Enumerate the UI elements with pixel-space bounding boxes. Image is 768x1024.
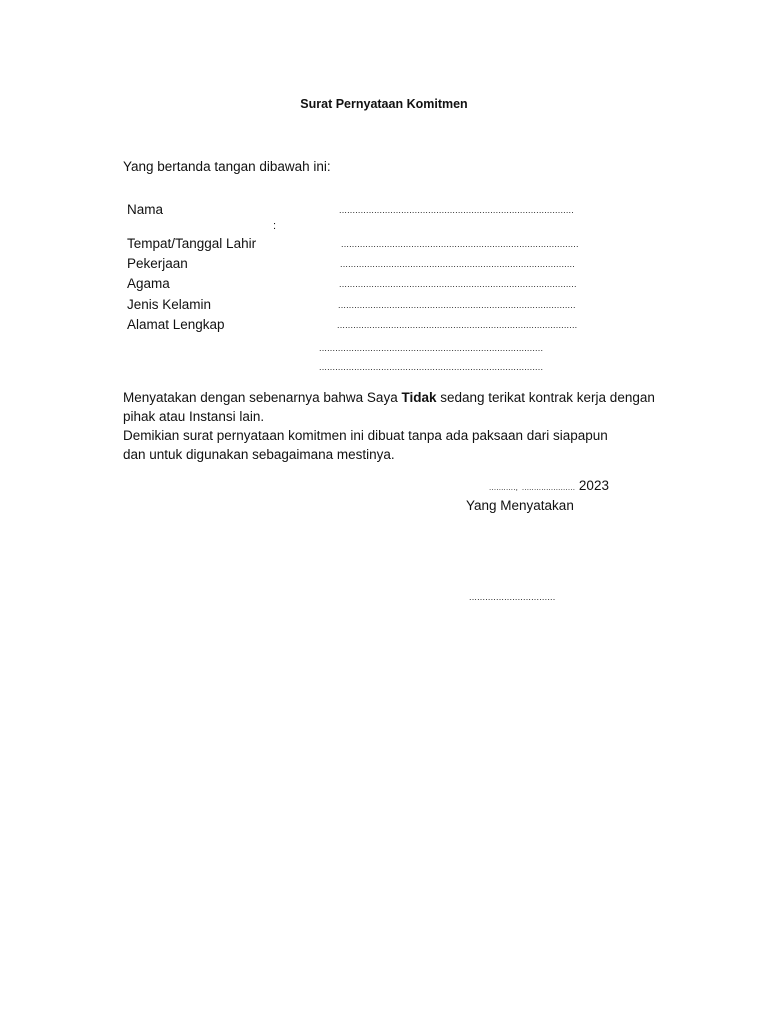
statement-text-pre: Menyatakan dengan sebenarnya bahwa Saya bbox=[123, 390, 402, 405]
field-dots-jenis-kelamin: ........................................................................................ bbox=[338, 300, 576, 310]
signature-dots: ................................ bbox=[469, 592, 556, 602]
field-label-alamat-lengkap: Alamat Lengkap bbox=[127, 317, 225, 332]
field-dots-nama: ....................................................................................... bbox=[339, 205, 574, 215]
field-label-jenis-kelamin: Jenis Kelamin bbox=[127, 297, 212, 312]
field-dots-tempat-tanggal-lahir: ........................................................................................ bbox=[341, 239, 579, 249]
date-place-dots: ..........., bbox=[489, 483, 519, 492]
address-extra-dots-1: ................................................................................... bbox=[319, 343, 544, 353]
field-label-tempat-tanggal-lahir: Tempat/Tanggal Lahir bbox=[127, 236, 257, 251]
date-year: 2023 bbox=[578, 478, 609, 493]
signer-label: Yang Menyatakan bbox=[466, 498, 574, 513]
field-colon: : bbox=[273, 220, 277, 232]
intro-text: Yang bertanda tangan dibawah ini: bbox=[123, 159, 331, 174]
document-title: Surat Pernyataan Komitmen bbox=[300, 97, 468, 111]
statement-text-post: sedang terikat kontrak kerja dengan pihak atau Instansi lain. bbox=[123, 390, 655, 424]
statement-line-3: dan untuk digunakan sebagaimana mestinya. bbox=[123, 447, 395, 462]
field-dots-alamat-lengkap: ......................................................................................... bbox=[337, 320, 578, 330]
field-label-nama: Nama bbox=[127, 202, 164, 217]
address-extra-dots-2: ................................................................................... bbox=[319, 362, 544, 372]
field-dots-pekerjaan: ....................................................................................... bbox=[340, 259, 575, 269]
field-dots-agama: ........................................................................................ bbox=[339, 279, 577, 289]
statement-line-1 bbox=[123, 388, 683, 426]
statement-paragraph bbox=[123, 388, 683, 464]
statement-line-2: Demikian surat pernyataan komitmen ini dibuat tanpa ada paksaan dari siapapun bbox=[123, 428, 608, 443]
field-label-agama: Agama bbox=[127, 276, 170, 291]
date-line bbox=[489, 478, 609, 493]
field-label-pekerjaan: Pekerjaan bbox=[127, 256, 188, 271]
statement-bold-tidak: Tidak bbox=[401, 390, 437, 405]
date-day-dots: ...................... bbox=[521, 483, 576, 492]
